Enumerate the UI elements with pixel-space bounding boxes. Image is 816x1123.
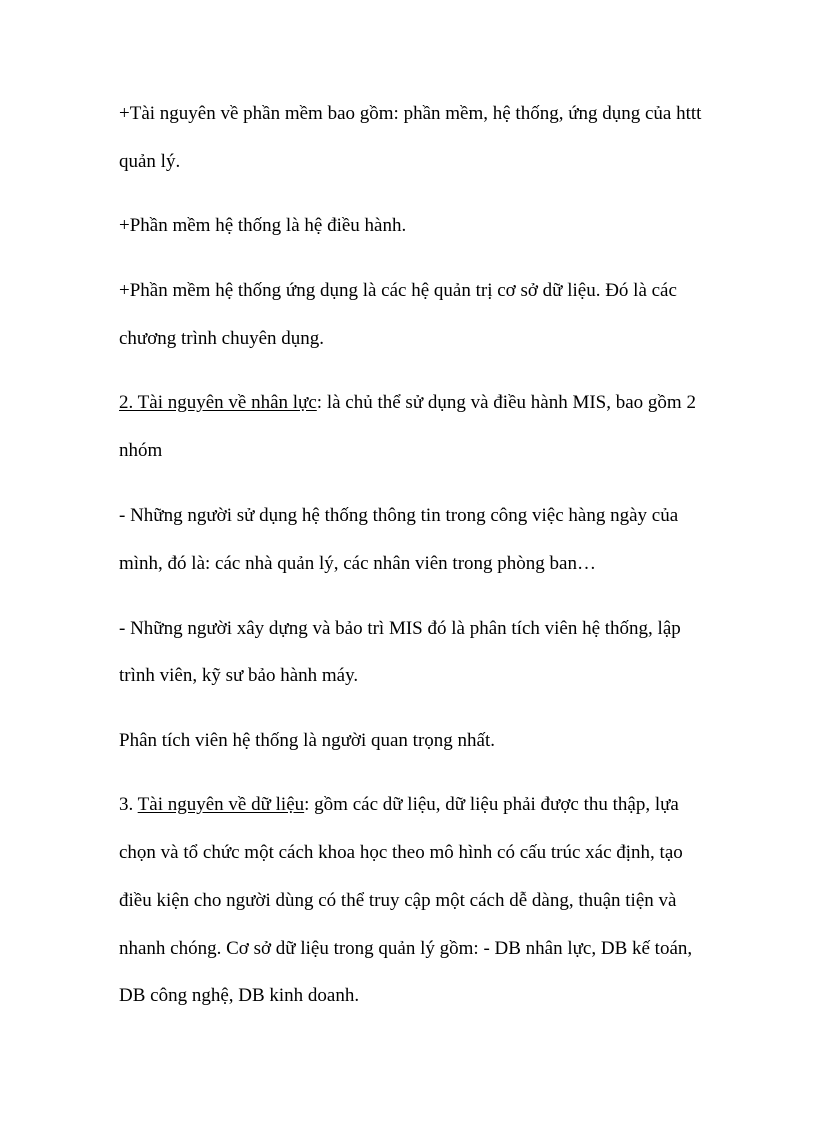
section-heading-data-resources: Tài nguyên về dữ liệu — [137, 794, 305, 815]
text-line: +Phần mềm hệ thống là hệ điều hành. — [119, 215, 407, 236]
text-line — [119, 393, 696, 412]
text-line: mình, đó là: các nhà quản lý, các nhân viên trong phòng ban… — [119, 553, 596, 574]
text-line: điều kiện cho người dùng có thể truy cập một cách dễ dàng, thuận tiện và — [119, 890, 677, 911]
text-line: quản lý. — [119, 151, 181, 172]
text-fragment: : gồm các dữ liệu, dữ liệu phải được thu thập, lựa — [304, 794, 679, 815]
text-fragment: 3. — [119, 794, 138, 815]
text-line: Phân tích viên hệ thống là người quan trọng nhất. — [119, 730, 496, 751]
text-line: chọn và tổ chức một cách khoa học theo mô hình có cấu trúc xác định, tạo — [119, 842, 683, 863]
text-line — [119, 795, 679, 814]
text-line: DB công nghệ, DB kinh doanh. — [119, 985, 360, 1006]
text-fragment: : là chủ thể sử dụng và điều hành MIS, bao gồm 2 — [316, 392, 696, 413]
text-line: chương trình chuyên dụng. — [119, 328, 325, 349]
text-line: - Những người xây dựng và bảo trì MIS đó là phân tích viên hệ thống, lập — [119, 618, 681, 639]
text-line: trình viên, kỹ sư bảo hành máy. — [119, 665, 359, 686]
text-line: nhanh chóng. Cơ sở dữ liệu trong quản lý gồm: - DB nhân lực, DB kế toán, — [119, 938, 693, 959]
text-line: +Phần mềm hệ thống ứng dụng là các hệ quản trị cơ sở dữ liệu. Đó là các — [119, 280, 677, 301]
text-line: - Những người sử dụng hệ thống thông tin trong công việc hàng ngày của — [119, 505, 679, 526]
section-heading-human-resources: 2. Tài nguyên về nhân lực — [119, 392, 317, 413]
text-line: nhóm — [119, 440, 163, 461]
text-line: +Tài nguyên về phần mềm bao gồm: phần mềm, hệ thống, ứng dụng của httt — [119, 103, 702, 124]
